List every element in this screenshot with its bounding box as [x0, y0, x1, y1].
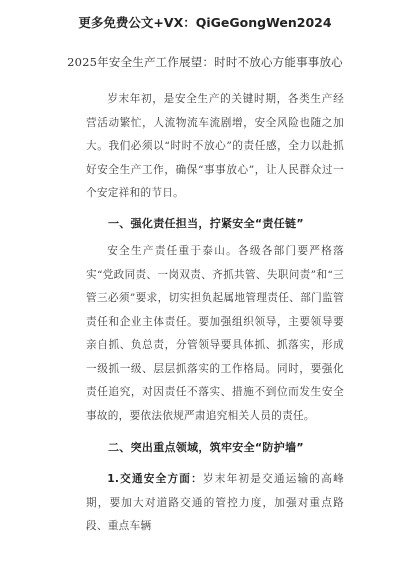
section-1-paragraph: 安全生产责任重于泰山。各级各部门要严格落实“党政同责、一岗双责、齐抓共管、失职问责”和“三管三必须”要求，切实担负起属地管理责任、部门监管责任和企业主体责任。要加强组织领导，主要领导要亲自抓、负总责，分管领导要具体抓、抓落实，形成一级抓一级、层层抓落实的工作格局。同时，要强化责任追究，对因责任不落实、措施不到位而发生安全事故的，要依法依规严肃追究相关人员的责任。 [86, 245, 344, 422]
section-2-heading: 二、突出重点领域，筑牢安全“防护墙” [108, 441, 304, 454]
section-1-heading: 一、强化责任担当，拧紧安全“责任链” [108, 217, 304, 230]
section-2-lead: 1.交通安全方面： [107, 473, 203, 485]
section-2-body: 岁末年初是交通运输的高峰期，要加大对道路交通的管控力度，加强对重点路段、重点车辆 [86, 473, 344, 532]
intro-paragraph: 岁末年初，是安全生产的关键时期，各类生产经营活动繁忙，人流物流车流剧增，安全风险也随之加大。我们必须以“时时不放心”的责任感，全力以赴抓好安全生产工作，确保“事事放心”，让人民群众过一个安定祥和的节日。 [86, 93, 344, 199]
watermark-header: 更多免费公文+VX：QiGeGongWen2024 [78, 15, 332, 30]
document-title: 2025年安全生产工作展望：时时不放心方能事事放心 [67, 55, 343, 69]
section-2-paragraph [86, 468, 344, 539]
